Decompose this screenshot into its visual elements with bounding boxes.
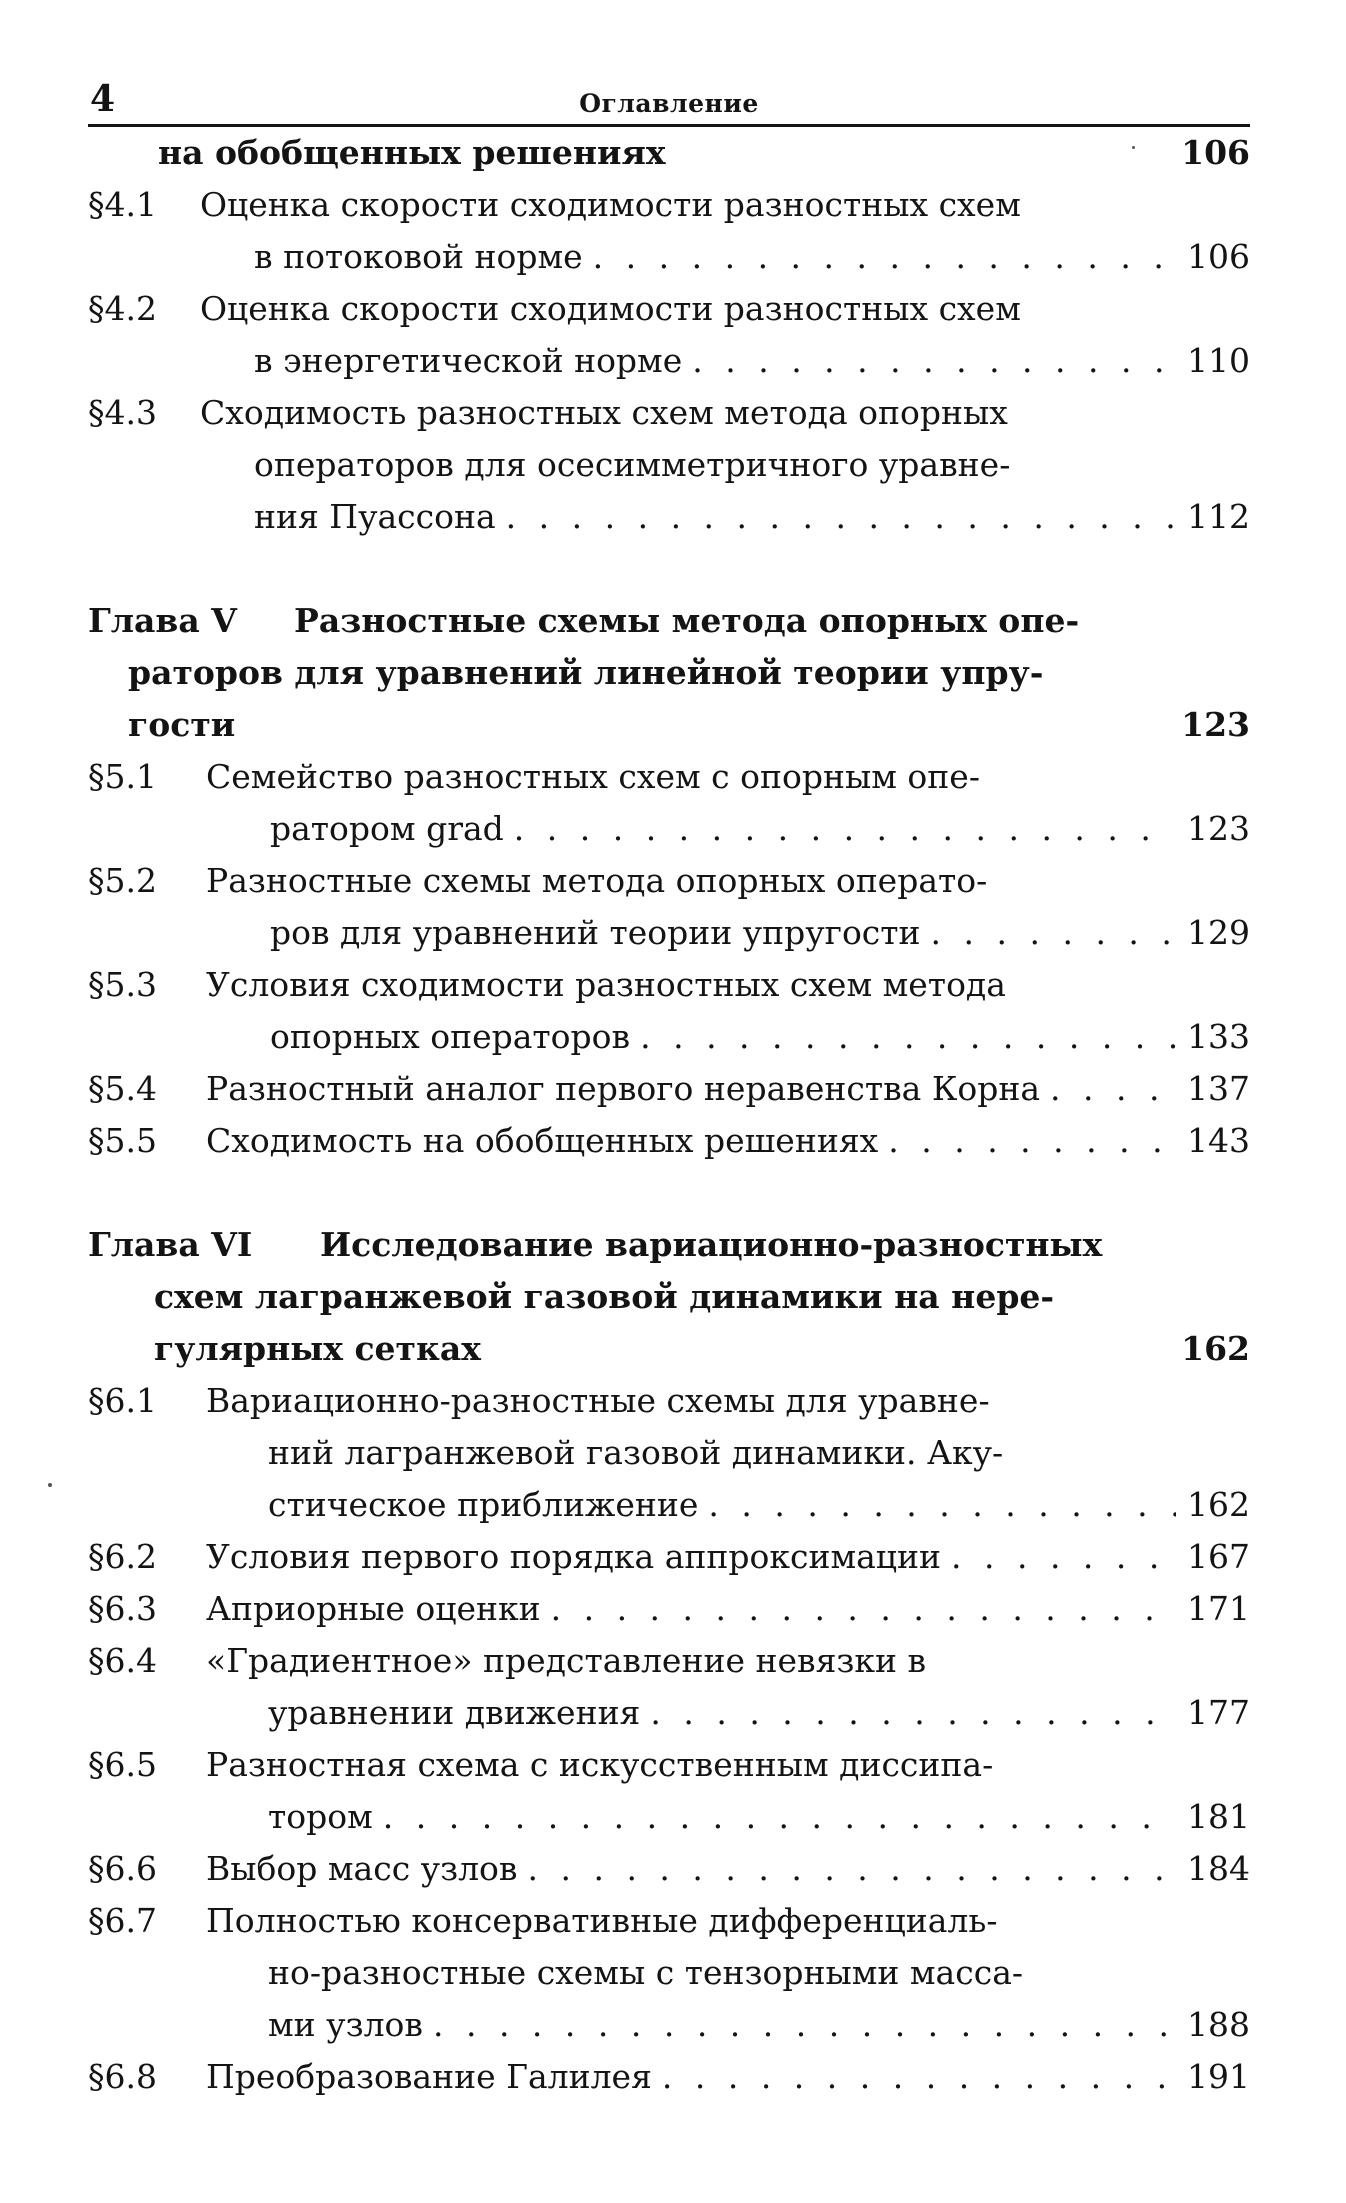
- section-title[interactable]: Разностный аналог первого неравенства Корна: [206, 1069, 1041, 1108]
- section-number: §5.3: [88, 965, 157, 1004]
- page-ref[interactable]: 162: [1181, 1329, 1250, 1368]
- leader-dots: [640, 1011, 1176, 1063]
- leader-dots: [951, 1531, 1176, 1583]
- leader-dots: [662, 2051, 1176, 2103]
- chapter-title: раторов для уравнений линейной теории упру-: [128, 653, 1044, 692]
- toc-entry[interactable]: [88, 1063, 1250, 1115]
- page-ref[interactable]: 181: [1187, 1797, 1250, 1836]
- leader-dots: [708, 1479, 1176, 1531]
- section-title[interactable]: стическое приближение: [268, 1485, 699, 1524]
- toc-entry[interactable]: [88, 1583, 1250, 1635]
- chapter-spacer: [88, 1167, 1250, 1219]
- section-title[interactable]: в энергетической норме: [254, 341, 683, 380]
- chapter-spacer: [88, 543, 1250, 595]
- chapter-title: Разностные схемы метода опорных опе-: [294, 601, 1080, 640]
- page-ref[interactable]: 191: [1187, 2057, 1250, 2096]
- toc-entry-line: [88, 1635, 1250, 1687]
- section-title: Оценка скорости сходимости разностных схем: [200, 185, 1021, 224]
- toc-entry-line: [88, 1947, 1250, 1999]
- section-number: §4.1: [88, 185, 157, 224]
- leader-dots: [528, 1843, 1177, 1895]
- section-number: §5.4: [88, 1069, 157, 1108]
- page-ref[interactable]: 112: [1187, 497, 1250, 536]
- toc-entry-line: [88, 439, 1250, 491]
- table-of-contents: [88, 127, 1250, 2103]
- scan-speck: [1132, 146, 1135, 149]
- toc-entry[interactable]: [88, 1687, 1250, 1739]
- section-title[interactable]: ров для уравнений теории упругости: [270, 913, 921, 952]
- page-ref[interactable]: 137: [1187, 1069, 1250, 1108]
- page-ref[interactable]: 123: [1187, 809, 1250, 848]
- page-ref[interactable]: 133: [1187, 1017, 1250, 1056]
- toc-entry[interactable]: [88, 1791, 1250, 1843]
- chapter-heading[interactable]: [88, 699, 1250, 751]
- section-title: «Градиентное» представление невязки в: [206, 1641, 927, 1680]
- section-title[interactable]: Преобразование Галилея: [206, 2057, 652, 2096]
- toc-entry-line: [88, 1739, 1250, 1791]
- chapter-tail-title[interactable]: на обобщенных решениях: [158, 133, 666, 172]
- page-number: 4: [90, 78, 116, 120]
- page-ref[interactable]: 106: [1181, 133, 1250, 172]
- page-ref[interactable]: 167: [1187, 1537, 1250, 1576]
- leader-dots: [1050, 1063, 1176, 1115]
- chapter-label: Глава VI: [88, 1225, 253, 1264]
- section-title[interactable]: тором: [268, 1797, 373, 1836]
- toc-entry-line: [88, 855, 1250, 907]
- chapter-heading-line: [88, 595, 1250, 647]
- toc-entry-line: [88, 283, 1250, 335]
- leader-dots: [506, 491, 1176, 543]
- section-title: Разностные схемы метода опорных операто-: [206, 861, 988, 900]
- toc-entry-line: [88, 751, 1250, 803]
- leader-dots: [383, 1791, 1176, 1843]
- toc-entry-line: [88, 1427, 1250, 1479]
- chapter-label: Глава V: [88, 601, 237, 640]
- toc-entry-line: [88, 387, 1250, 439]
- chapter-title[interactable]: гулярных сетках: [154, 1329, 481, 1368]
- toc-entry[interactable]: [88, 1479, 1250, 1531]
- toc-entry[interactable]: [88, 1999, 1250, 2051]
- section-title[interactable]: Выбор масс узлов: [206, 1849, 518, 1888]
- leader-dots: [551, 1583, 1176, 1635]
- toc-entry[interactable]: [88, 803, 1250, 855]
- leader-dots: [593, 231, 1176, 283]
- page-ref[interactable]: 177: [1187, 1693, 1250, 1732]
- toc-page: [88, 78, 1250, 2103]
- section-title: операторов для осесимметричного уравне-: [254, 445, 1011, 484]
- section-number: §6.2: [88, 1537, 157, 1576]
- section-number: §6.3: [88, 1589, 157, 1628]
- section-number: §6.6: [88, 1849, 157, 1888]
- page-header: [88, 78, 1250, 127]
- section-title: Оценка скорости сходимости разностных схем: [200, 289, 1021, 328]
- toc-entry-line: [88, 1895, 1250, 1947]
- toc-entry-line: [88, 179, 1250, 231]
- section-title: Семейство разностных схем с опорным опе-: [206, 757, 980, 796]
- section-title[interactable]: ратором grad: [270, 809, 504, 848]
- section-title: Полностью консервативные дифференциаль-: [206, 1901, 998, 1940]
- leader-dots: [514, 803, 1176, 855]
- section-number: §6.5: [88, 1745, 157, 1784]
- section-title[interactable]: Сходимость на обобщенных решениях: [206, 1121, 879, 1160]
- section-title: Разностная схема с искусственным диссипа-: [206, 1745, 994, 1784]
- section-title[interactable]: в потоковой норме: [254, 237, 583, 276]
- leader-dots: [931, 907, 1176, 959]
- chapter-heading-line: [88, 1219, 1250, 1271]
- section-number: §4.2: [88, 289, 157, 328]
- page-ref[interactable]: 143: [1187, 1121, 1250, 1160]
- toc-entry-line: [88, 1375, 1250, 1427]
- section-number: §6.8: [88, 2057, 157, 2096]
- chapter-heading[interactable]: [88, 1323, 1250, 1375]
- leader-dots: [650, 1687, 1176, 1739]
- section-number: §4.3: [88, 393, 157, 432]
- chapter-heading-line: [88, 1271, 1250, 1323]
- section-number: §6.7: [88, 1901, 157, 1940]
- chapter-heading-line: [88, 647, 1250, 699]
- section-title[interactable]: опорных операторов: [270, 1017, 631, 1056]
- toc-entry[interactable]: [88, 335, 1250, 387]
- section-title[interactable]: ния Пуассона: [254, 497, 496, 536]
- section-title[interactable]: Условия первого порядка аппроксимации: [206, 1537, 942, 1576]
- section-title[interactable]: Априорные оценки: [206, 1589, 541, 1628]
- page-ref[interactable]: 184: [1187, 1849, 1250, 1888]
- leader-dots: [692, 335, 1176, 387]
- toc-entry-line: [88, 959, 1250, 1011]
- section-title: ний лагранжевой газовой динамики. Аку-: [268, 1433, 1004, 1472]
- section-title[interactable]: уравнении движения: [268, 1693, 641, 1732]
- toc-entry[interactable]: [88, 907, 1250, 959]
- toc-entry[interactable]: [88, 1531, 1250, 1583]
- scan-speck: [48, 1483, 52, 1487]
- section-title: Условия сходимости разностных схем метода: [206, 965, 1006, 1004]
- chapter-title[interactable]: гости: [128, 705, 236, 744]
- chapter-title: Исследование вариационно-разностных: [320, 1225, 1103, 1264]
- section-title: Сходимость разностных схем метода опорных: [200, 393, 1008, 432]
- page-ref[interactable]: 162: [1187, 1485, 1250, 1524]
- page-ref[interactable]: 110: [1187, 341, 1250, 380]
- page-ref[interactable]: 106: [1187, 237, 1250, 276]
- leader-dots: [433, 1999, 1176, 2051]
- page-ref[interactable]: 188: [1187, 2005, 1250, 2044]
- running-title: Оглавление: [579, 89, 759, 118]
- section-number: §6.1: [88, 1381, 157, 1420]
- section-number: §5.5: [88, 1121, 157, 1160]
- toc-entry[interactable]: [88, 1843, 1250, 1895]
- leader-dots: [888, 1115, 1176, 1167]
- section-title[interactable]: ми узлов: [268, 2005, 423, 2044]
- toc-entry[interactable]: [88, 491, 1250, 543]
- toc-entry[interactable]: [88, 2051, 1250, 2103]
- toc-entry[interactable]: [88, 1011, 1250, 1063]
- page-ref[interactable]: 129: [1187, 913, 1250, 952]
- chapter-tail[interactable]: [88, 127, 1250, 179]
- page-ref[interactable]: 171: [1187, 1589, 1250, 1628]
- section-number: §5.2: [88, 861, 157, 900]
- section-title: но-разностные схемы с тензорными масса-: [268, 1953, 1024, 1992]
- toc-entry[interactable]: [88, 1115, 1250, 1167]
- chapter-title: схем лагранжевой газовой динамики на нере-: [154, 1277, 1055, 1316]
- section-number: §6.4: [88, 1641, 157, 1680]
- section-number: §5.1: [88, 757, 157, 796]
- toc-entry[interactable]: [88, 231, 1250, 283]
- section-title: Вариационно-разностные схемы для уравне-: [206, 1381, 990, 1420]
- page-ref[interactable]: 123: [1181, 705, 1250, 744]
